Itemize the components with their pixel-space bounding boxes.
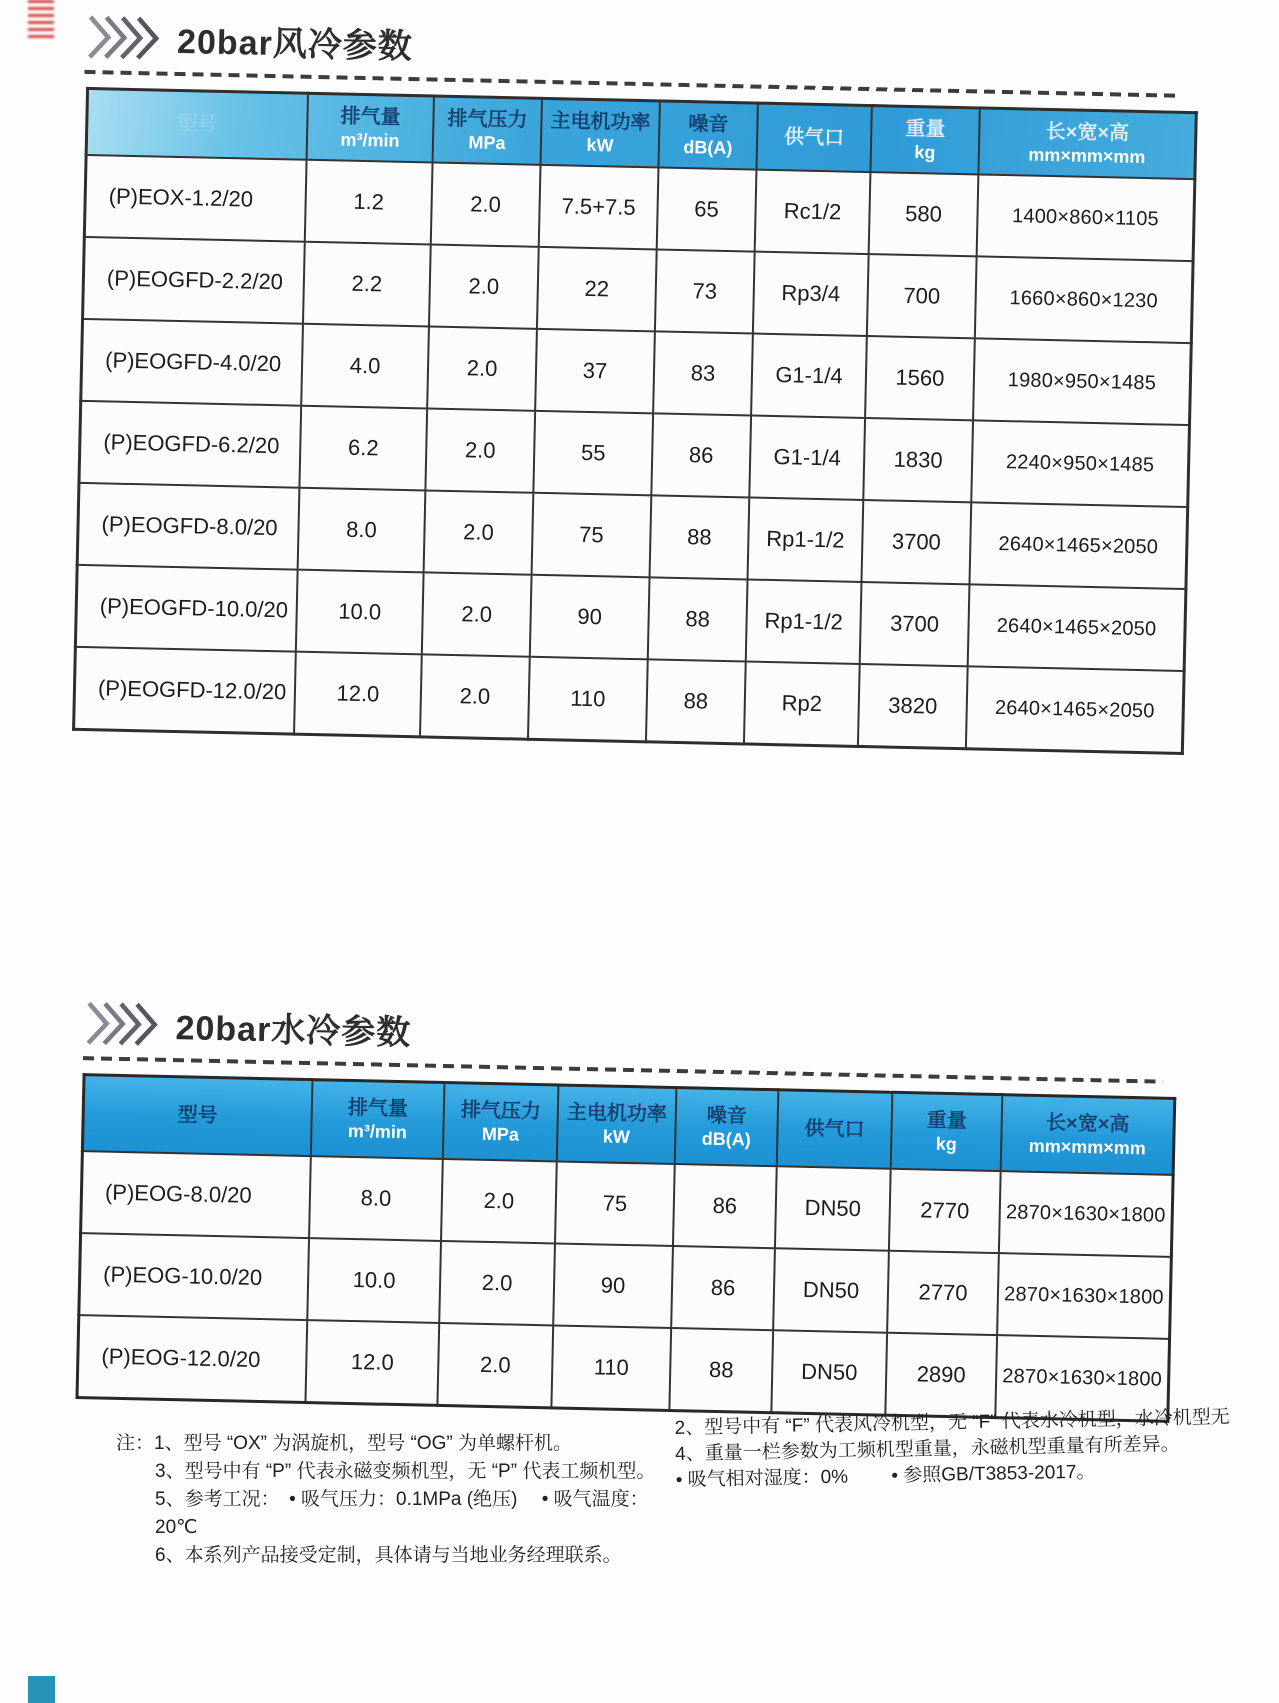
column-header <box>433 96 542 165</box>
model-cell: (P)EOGFD-4.0/20 <box>81 319 303 406</box>
note-line: 4、重量一栏参数为工频机型重量，永磁机型重量有所差异。 <box>674 1434 1180 1466</box>
value-cell: 7.5+7.5 <box>539 165 659 250</box>
column-header <box>675 1088 779 1167</box>
column-header-unit: kW <box>586 134 614 156</box>
column-header <box>870 106 979 175</box>
column-header-unit: MPa <box>481 1123 520 1145</box>
model-cell: (P)EOGFD-2.2/20 <box>83 237 305 324</box>
value-cell: 1830 <box>863 418 973 502</box>
value-cell: 88 <box>669 1328 773 1413</box>
value-cell: 90 <box>530 575 650 660</box>
column-header <box>541 98 660 167</box>
column-header-unit: mm×mm×mm <box>1028 144 1146 167</box>
water-cooled-table <box>75 1073 1176 1423</box>
section-water-cooled <box>0 996 1257 1425</box>
value-cell: 2.0 <box>429 244 539 328</box>
chevrons-icon <box>87 13 162 61</box>
value-cell: Rc1/2 <box>755 170 871 254</box>
value-cell: 75 <box>555 1161 675 1246</box>
value-cell: 2770 <box>887 1251 999 1335</box>
value-cell: Rp3/4 <box>753 252 869 336</box>
column-header-unit: kg <box>935 1133 957 1154</box>
value-cell: 4.0 <box>301 324 429 409</box>
footnotes-right-column <box>674 1404 1279 1495</box>
column-header-label: 排气量 <box>340 105 401 129</box>
value-cell: 88 <box>646 659 746 744</box>
column-header-label: 供气口 <box>783 125 845 149</box>
value-cell: 2.0 <box>441 1159 557 1243</box>
model-cell: (P)EOG-12.0/20 <box>77 1315 307 1402</box>
column-header-label: 噪音 <box>688 112 729 136</box>
column-header-label: 噪音 <box>706 1104 748 1128</box>
value-cell: 1.2 <box>305 160 433 245</box>
value-cell: 2.0 <box>420 654 530 739</box>
value-cell: 2890 <box>885 1333 997 1418</box>
value-cell: 2.2 <box>303 242 431 327</box>
value-cell: 8.0 <box>298 488 426 573</box>
value-cell: 2640×1465×2050 <box>969 502 1187 589</box>
value-cell: 37 <box>535 329 655 414</box>
air-cooled-table <box>72 87 1198 755</box>
column-header-unit: mm×mm×mm <box>1028 1135 1146 1159</box>
column-header <box>443 1082 559 1161</box>
value-cell: 2870×1630×1800 <box>999 1171 1173 1257</box>
value-cell: 2.0 <box>439 1241 555 1325</box>
value-cell: Rp1-1/2 <box>746 579 862 663</box>
value-cell: 2.0 <box>424 490 534 574</box>
model-cell: (P)EOX-1.2/20 <box>84 155 306 242</box>
footnotes-left-column <box>116 1430 676 1571</box>
value-cell: Rp2 <box>744 661 860 746</box>
value-cell: 110 <box>551 1325 671 1410</box>
column-header-label: 供气口 <box>804 1117 865 1141</box>
column-header-unit: MPa <box>468 131 506 153</box>
column-header <box>777 1090 893 1169</box>
value-cell: 3700 <box>861 500 971 584</box>
value-cell: 2870×1630×1800 <box>995 1335 1169 1421</box>
value-cell: 2.0 <box>431 163 541 247</box>
section-air-cooled <box>0 10 1278 757</box>
column-header <box>891 1092 1003 1171</box>
note-line: 注：1、型号 “OX” 为涡旋机，型号 “OG” 为单螺杆机。 <box>116 1433 573 1454</box>
scan-artifact-teal-square <box>28 1676 55 1703</box>
model-cell: (P)EOGFD-10.0/20 <box>75 565 297 652</box>
column-header <box>86 88 308 159</box>
value-cell: DN50 <box>771 1330 887 1415</box>
water-cooled-table-body <box>77 1151 1173 1421</box>
air-cooled-table-body <box>74 155 1195 754</box>
column-header <box>1001 1095 1175 1175</box>
value-cell: DN50 <box>773 1248 889 1332</box>
column-header <box>557 1085 677 1164</box>
value-cell: 2.0 <box>427 326 537 410</box>
value-cell: 86 <box>651 413 751 497</box>
value-cell: 3820 <box>858 664 968 749</box>
column-header-label: 型号 <box>177 1103 218 1127</box>
column-header-label: 主电机功率 <box>550 109 651 134</box>
column-header-label: 重量 <box>905 117 946 141</box>
value-cell: 1400×860×1105 <box>977 174 1195 261</box>
value-cell: 55 <box>533 411 653 496</box>
note-line: • 吸气相对湿度：0% • 参照GB/T3853-2017。 <box>675 1462 1096 1492</box>
section-title-water-cooled: 20bar水冷参数 <box>175 1009 412 1053</box>
value-cell: Rp1-1/2 <box>748 498 864 582</box>
value-cell: 2.0 <box>425 408 535 492</box>
column-header-label: 型号 <box>177 112 218 136</box>
value-cell: 110 <box>528 657 648 742</box>
value-cell: 2.0 <box>437 1323 553 1408</box>
value-cell: 12.0 <box>294 652 422 737</box>
model-cell: (P)EOGFD-8.0/20 <box>77 483 299 570</box>
value-cell: 2.0 <box>422 572 532 656</box>
value-cell: DN50 <box>775 1166 891 1250</box>
value-cell: 1560 <box>865 336 975 420</box>
model-cell: (P)EOG-8.0/20 <box>81 1151 311 1238</box>
column-header-label: 重量 <box>926 1109 967 1133</box>
note-line: 2、型号中有 “F” 代表风冷机型，无 “F” 代表水冷机型，水冷机型无 <box>674 1406 1230 1440</box>
value-cell: 10.0 <box>296 570 424 655</box>
value-cell: 3700 <box>860 582 970 666</box>
value-cell: 86 <box>671 1246 775 1330</box>
note-line: 6、本系列产品接受定制，具体请与当地业务经理联系。 <box>155 1545 622 1567</box>
column-header-label: 排气压力 <box>447 107 528 132</box>
value-cell: 12.0 <box>305 1320 439 1405</box>
column-header <box>311 1080 445 1159</box>
column-header-unit: kW <box>602 1126 631 1147</box>
model-cell: (P)EOG-10.0/20 <box>79 1233 309 1320</box>
value-cell: 86 <box>673 1164 777 1248</box>
column-header-unit: m³/min <box>340 129 400 151</box>
value-cell: 22 <box>537 247 657 332</box>
value-cell: 2770 <box>889 1169 1001 1253</box>
column-header-label: 排气量 <box>347 1096 409 1120</box>
column-header-label: 排气压力 <box>460 1099 542 1123</box>
value-cell: 1980×950×1485 <box>973 338 1191 425</box>
column-header-label: 主电机功率 <box>566 1101 668 1126</box>
note-line: 3、型号中有 “P” 代表永磁变频机型，无 “P” 代表工频机型。 <box>155 1461 656 1483</box>
model-cell: (P)EOGFD-6.2/20 <box>79 401 301 488</box>
value-cell: 83 <box>653 331 753 415</box>
value-cell: 1660×860×1230 <box>975 256 1193 343</box>
column-header-label: 长×宽×高 <box>1045 120 1130 145</box>
value-cell: 88 <box>648 577 748 661</box>
value-cell: G1-1/4 <box>751 334 867 418</box>
column-header <box>978 108 1196 179</box>
note-line: 5、参考工况： • 吸气压力：0.1MPa (绝压) • 吸气温度：20℃ <box>155 1489 649 1539</box>
column-header-label: 长×宽×高 <box>1045 1111 1130 1136</box>
column-header-unit: m³/min <box>347 1120 408 1142</box>
value-cell: 2870×1630×1800 <box>997 1253 1171 1339</box>
value-cell: 2640×1465×2050 <box>966 666 1184 753</box>
column-header <box>756 103 871 172</box>
column-header <box>658 101 757 170</box>
value-cell: 73 <box>655 249 755 333</box>
value-cell: 75 <box>532 493 652 578</box>
column-header-unit: dB(A) <box>701 1128 752 1150</box>
value-cell: 2240×950×1485 <box>971 420 1189 507</box>
value-cell: 6.2 <box>299 406 427 491</box>
section-title-air-cooled: 20bar风冷参数 <box>176 22 414 67</box>
column-header <box>82 1075 312 1156</box>
value-cell: 580 <box>869 172 979 256</box>
column-header-unit: kg <box>914 141 936 163</box>
value-cell: 2640×1465×2050 <box>968 584 1186 671</box>
chevrons-icon <box>85 1000 160 1048</box>
value-cell: 90 <box>553 1243 673 1328</box>
model-cell: (P)EOGFD-12.0/20 <box>74 647 296 734</box>
column-header-unit: dB(A) <box>683 136 733 158</box>
value-cell: 65 <box>657 167 757 251</box>
value-cell: 700 <box>867 254 977 338</box>
column-header <box>307 93 434 162</box>
value-cell: G1-1/4 <box>749 416 865 500</box>
value-cell: 8.0 <box>309 1156 443 1241</box>
value-cell: 88 <box>650 495 750 579</box>
value-cell: 10.0 <box>307 1238 441 1323</box>
